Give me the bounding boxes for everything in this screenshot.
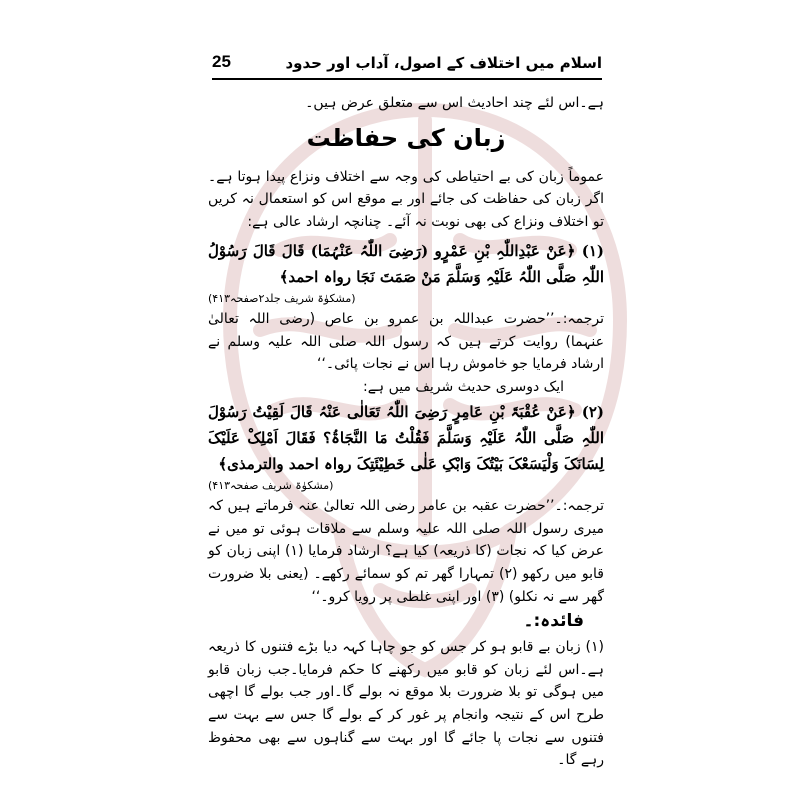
hadith-2: (۲) ﴿عَنْ عُقْبَۃَ بْنِ عَامِرٍ رَضِیَ اللّٰہُ تَعَالٰی عَنْہُ قَالَ لَقِیْتُ رَسُوْلَ اللّٰہِ صَلَّی اللّٰہُ عَلَیْہِ وَسَلَّمَ فَقُلْتُ مَا النَّجَاۃُ؟ فَقَالَ اَمْلِکْ عَلَیْکَ لِسَانَکَ وَلْیَسَعْکَ بَیْتُکَ وَابْکِ عَلٰی خَطِیْئَتِکَ رواہ احمد والترمذی﴾ — [208, 402, 604, 474]
page-number: 25 — [212, 52, 231, 71]
reference-2: (مشکوٰۃ شریف صفحہ۴۱۳) — [208, 479, 334, 493]
faida-text: (۱) زبان بے قابو ہو کر جس کو جو چاہا کہہ دیا بڑے فتنوں کا ذریعہ ہے۔اس لئے زبان کو قابو میں رکھنے کا حکم فرمایا۔جب زبان قابو میں ہوگی تو بلا ضرورت بلا موقع نہ بولے گا۔اور جب بولے گا اچھی طرح اس کے نتیجہ وانجام پر غور کر کے بولے گا جس سے بہت سے فتنوں سے نجات پا جائے گا اور بہت سے گناہوں سے بھی محفوظ رہے گا۔ — [208, 639, 604, 769]
faida-label: فائدہ:۔ — [523, 611, 584, 632]
translation-2: ترجمہ:۔’’حضرت عقبہ بن عامر رضی اللہ تعالیٰ عنہ فرماتے ہیں کہ میری رسول اللہ صلی اللہ علیہ وسلم سے ملاقات ہوئی تو میں نے عرض کیا کہ نجات (کا ذریعہ) کیا ہے؟ ارشاد فرمایا (۱) اپنی زبان کو قابو میں رکھو (۲) تمہارا گھر تم کو سمائے رکھے۔ (یعنی بلا ضرورت گھر سے نہ نکلو) (۳) اور اپنی غلطی پر رویا کرو۔‘‘ — [208, 498, 604, 605]
page-header — [212, 52, 602, 80]
section-heading: زبان کی حفاظت — [306, 123, 506, 152]
hadith-1: (۱) ﴿عَنْ عَبْدِاللّٰہِ بْنِ عَمْرٍو (رَضِیَ اللّٰہُ عَنْہُمَا) قَالَ قَالَ رَسُوْلُ اللّٰہِ صَلَّی اللّٰہُ عَلَیْہِ وَسَلَّمَ مَنْ صَمَتَ نَجَا رواہ احمد﴾ — [208, 241, 604, 286]
page-body — [208, 92, 604, 772]
paragraph-1: عموماً زبان کی بے احتیاطی کی وجہ سے اختلاف ونزاع پیدا ہوتا ہے۔اگر زبان کی حفاظت کی جائے اور بے موقع اس کو استعمال نہ کریں تو اختلاف ونزاع کی بھی نوبت نہ آئے۔ چنانچہ ارشاد عالی ہے: — [208, 168, 604, 230]
intro-hadith-2: ایک دوسری حدیث شریف میں ہے: — [363, 378, 564, 395]
translation-1: ترجمہ:۔’’حضرت عبداللہ بن عمرو بن عاص (رضی اللہ تعالیٰ عنہما) روایت کرتے ہیں کہ رسول اللہ صلی اللہ علیہ وسلم نے ارشاد فرمایا جو خاموش رہا اس نے نجات پائی۔‘‘ — [208, 310, 604, 373]
reference-1: (مشکوٰۃ شریف جلد۲صفحہ۴۱۳) — [208, 292, 356, 306]
running-title: اسلام میں اختلاف کے اصول، آداب اور حدود — [285, 54, 602, 72]
intro-line: ہے۔اس لئے چند احادیث اس سے متعلق عرض ہیں۔ — [305, 95, 604, 111]
